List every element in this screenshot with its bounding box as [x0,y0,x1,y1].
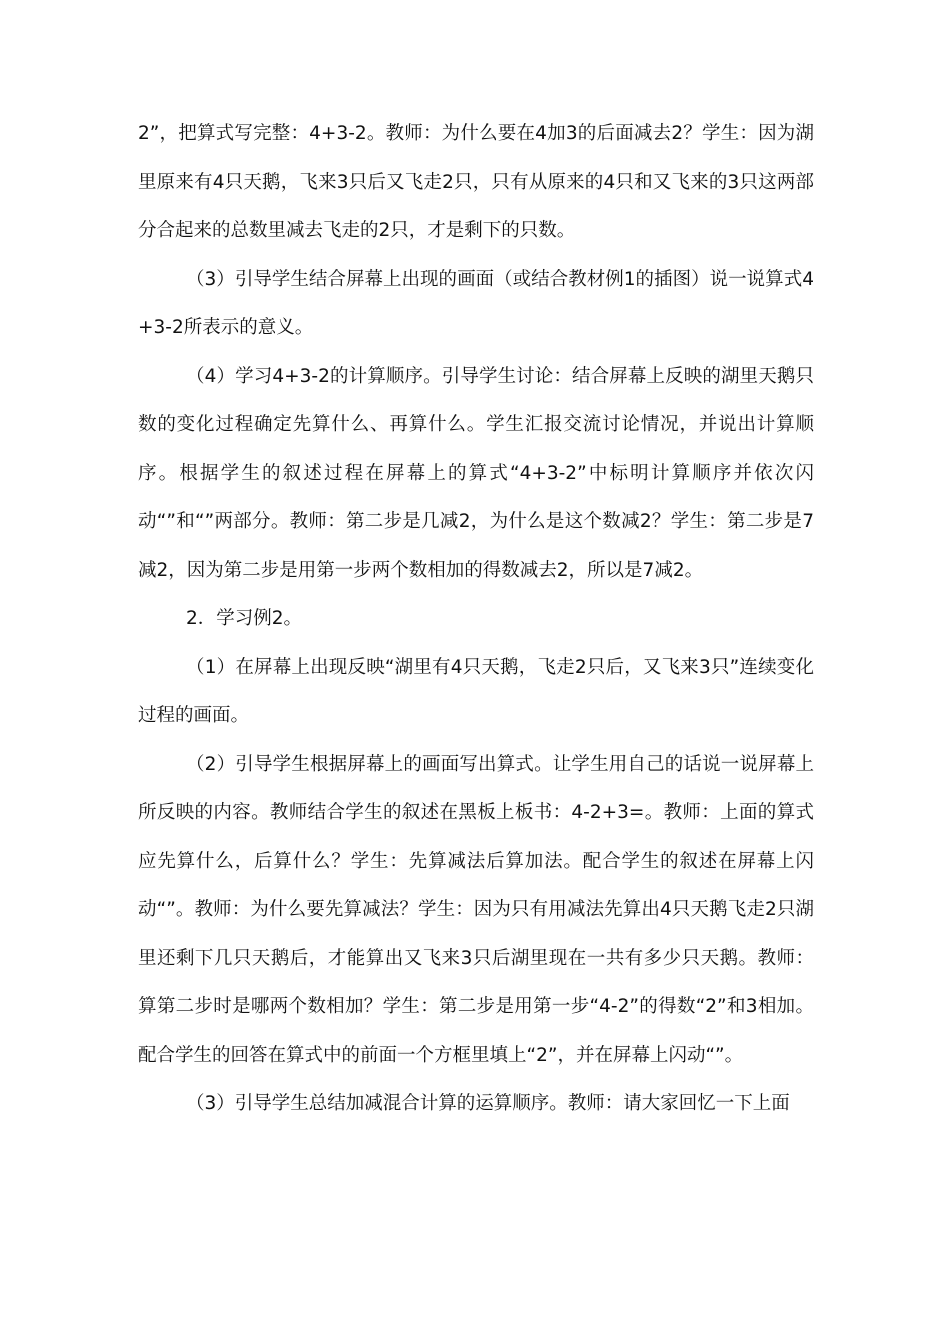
paragraph-3: （4）学习4+3-2的计算顺序。引导学生讨论：结合屏幕上反映的湖里天鹅只数的变化过程确定先算什么、再算什么。学生汇报交流讨论情况，并说出计算顺序。根据学生的叙述过程在屏幕上的算式“4+3-2”中标明计算顺序并依次闪动“”和“”两部分。教师：第二步是几减2，为什么是这个数减2？学生：第二步是7减2，因为第二步是用第一步两个数相加的得数减去2，所以是7减2。 [138,365,814,581]
paragraph-1: 2”，把算式写完整：4+3-2。教师：为什么要在4加3的后面减去2？学生：因为湖里原来有4只天鹅，飞来3只后又飞走2只，只有从原来的4只和又飞来的3只这两部分合起来的总数里减去飞走的2只，才是剩下的只数。 [138,123,814,241]
section-heading-example-2: 2．学习例2。 [186,608,303,629]
paragraph-7: （3）引导学生总结加减混合计算的运算顺序。教师：请大家回忆一下上面 [186,1093,790,1114]
document-body [138,110,814,1129]
paragraph-6: （2）引导学生根据屏幕上的画面写出算式。让学生用自己的话说一说屏幕上所反映的内容。教师结合学生的叙述在黑板上板书：4-2+3=。教师：上面的算式应先算什么，后算什么？学生：先算减法后算加法。配合学生的叙述在屏幕上闪动“”。教师：为什么要先算减法？学生：因为只有用减法先算出4只天鹅飞走2只湖里还剩下几只天鹅后，才能算出又飞来3只后湖里现在一共有多少只天鹅。教师：算第二步时是哪两个数相加？学生：第二步是用第一步“4-2”的得数“2”和3相加。配合学生的回答在算式中的前面一个方框里填上“2”，并在屏幕上闪动“”。 [138,753,814,1066]
paragraph-5: （1）在屏幕上出现反映“湖里有4只天鹅，飞走2只后，又飞来3只”连续变化过程的画面。 [138,656,814,726]
paragraph-2: （3）引导学生结合屏幕上出现的画面（或结合教材例1的插图）说一说算式4+3-2所表示的意义。 [138,268,814,338]
